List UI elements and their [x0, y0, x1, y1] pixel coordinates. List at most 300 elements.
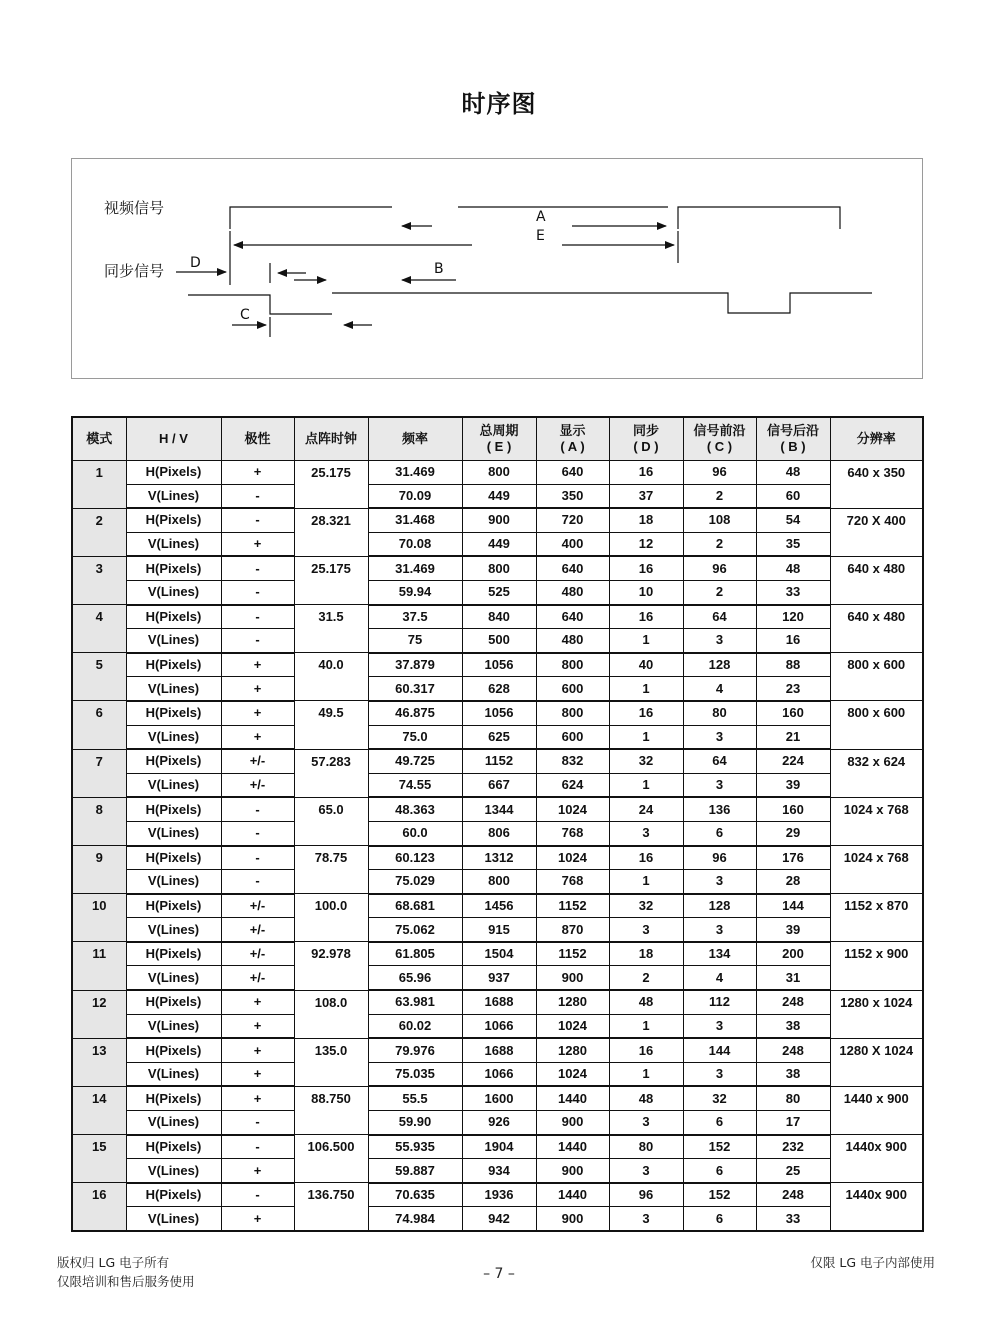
resolution-cell: 1024 x 768	[830, 797, 923, 845]
back-cell: 160	[756, 797, 830, 821]
polarity-cell: +	[221, 1086, 294, 1110]
freq-cell: 37.5	[368, 605, 462, 629]
total-cell: 800	[462, 870, 536, 894]
table-row-v	[72, 629, 923, 653]
total-cell: 449	[462, 484, 536, 508]
sync-cell: 1	[609, 1014, 683, 1038]
disp-cell: 480	[536, 580, 609, 604]
resolution-cell: 1280 X 1024	[830, 1038, 923, 1086]
column-header-label: 显示	[559, 423, 586, 438]
mode-cell: 16	[72, 1183, 126, 1231]
hv-label-cell: V(Lines)	[126, 1014, 221, 1038]
freq-cell: 37.879	[368, 653, 462, 677]
front-cell: 152	[683, 1135, 756, 1159]
table-row-h	[72, 461, 923, 485]
polarity-cell: +	[221, 1038, 294, 1062]
freq-cell: 75.035	[368, 1062, 462, 1086]
mode-cell: 14	[72, 1086, 126, 1134]
hv-label-cell: V(Lines)	[126, 1207, 221, 1231]
back-cell: 31	[756, 966, 830, 990]
back-cell: 39	[756, 918, 830, 942]
column-header	[126, 417, 221, 461]
front-cell: 2	[683, 484, 756, 508]
sync-cell: 2	[609, 966, 683, 990]
column-header-label: 点阵时钟	[304, 431, 357, 446]
hv-label-cell: H(Pixels)	[126, 1183, 221, 1207]
front-cell: 136	[683, 797, 756, 821]
table-header-row	[72, 417, 923, 461]
disp-cell: 600	[536, 677, 609, 701]
front-cell: 80	[683, 701, 756, 725]
sync-cell: 16	[609, 556, 683, 580]
table-row-h	[72, 846, 923, 870]
resolution-cell: 640 x 350	[830, 461, 923, 509]
resolution-cell: 1024 x 768	[830, 846, 923, 894]
disp-cell: 1024	[536, 797, 609, 821]
sync-cell: 24	[609, 797, 683, 821]
polarity-cell: +	[221, 990, 294, 1014]
polarity-cell: +/-	[221, 918, 294, 942]
dot-clock-cell: 92.978	[294, 942, 368, 990]
disp-cell: 720	[536, 508, 609, 532]
polarity-cell: +/-	[221, 773, 294, 797]
column-header	[830, 417, 923, 461]
sync-cell: 3	[609, 1111, 683, 1135]
disp-cell: 480	[536, 629, 609, 653]
polarity-cell: +	[221, 1207, 294, 1231]
freq-cell: 31.469	[368, 461, 462, 485]
total-cell: 1688	[462, 990, 536, 1014]
hv-label-cell: V(Lines)	[126, 821, 221, 845]
front-cell: 6	[683, 1111, 756, 1135]
sync-cell: 3	[609, 821, 683, 845]
hv-label-cell: H(Pixels)	[126, 1038, 221, 1062]
total-cell: 1504	[462, 942, 536, 966]
label-b: B	[434, 261, 444, 277]
disp-cell: 1440	[536, 1183, 609, 1207]
polarity-cell: +/-	[221, 894, 294, 918]
polarity-cell: -	[221, 508, 294, 532]
back-cell: 248	[756, 1038, 830, 1062]
column-header-label: 信号前沿	[693, 423, 746, 438]
table-row-h	[72, 797, 923, 821]
polarity-cell: -	[221, 484, 294, 508]
freq-cell: 60.02	[368, 1014, 462, 1038]
table-row-h	[72, 508, 923, 532]
polarity-cell: -	[221, 1183, 294, 1207]
total-cell: 1688	[462, 1038, 536, 1062]
freq-cell: 59.94	[368, 580, 462, 604]
total-cell: 1904	[462, 1135, 536, 1159]
label-c: C	[240, 307, 250, 323]
total-cell: 667	[462, 773, 536, 797]
sync-signal-line-2	[332, 293, 872, 313]
back-cell: 160	[756, 701, 830, 725]
disp-cell: 1152	[536, 942, 609, 966]
column-header-sublabel: ( A )	[560, 439, 585, 454]
sync-cell: 80	[609, 1135, 683, 1159]
back-cell: 88	[756, 653, 830, 677]
polarity-cell: -	[221, 821, 294, 845]
polarity-cell: +/-	[221, 966, 294, 990]
dot-clock-cell: 136.750	[294, 1183, 368, 1231]
sync-cell: 18	[609, 508, 683, 532]
back-cell: 232	[756, 1135, 830, 1159]
front-cell: 3	[683, 1062, 756, 1086]
sync-cell: 40	[609, 653, 683, 677]
polarity-cell: +/-	[221, 749, 294, 773]
hv-label-cell: H(Pixels)	[126, 556, 221, 580]
total-cell: 915	[462, 918, 536, 942]
freq-cell: 55.935	[368, 1135, 462, 1159]
front-cell: 3	[683, 1014, 756, 1038]
back-cell: 17	[756, 1111, 830, 1135]
disp-cell: 640	[536, 605, 609, 629]
hv-label-cell: H(Pixels)	[126, 1135, 221, 1159]
sync-cell: 12	[609, 532, 683, 556]
sync-cell: 48	[609, 990, 683, 1014]
sync-signal-line-1	[188, 295, 332, 314]
hv-label-cell: V(Lines)	[126, 1159, 221, 1183]
table-row-v	[72, 1159, 923, 1183]
column-header	[368, 417, 462, 461]
timing-diagram-svg	[72, 159, 922, 378]
freq-cell: 68.681	[368, 894, 462, 918]
front-cell: 2	[683, 580, 756, 604]
freq-cell: 59.90	[368, 1111, 462, 1135]
table-row-v	[72, 1062, 923, 1086]
table-row-v	[72, 532, 923, 556]
dot-clock-cell: 25.175	[294, 556, 368, 604]
table-row-v	[72, 1111, 923, 1135]
front-cell: 64	[683, 749, 756, 773]
sync-cell: 16	[609, 846, 683, 870]
sync-cell: 1	[609, 725, 683, 749]
sync-cell: 1	[609, 629, 683, 653]
mode-cell: 13	[72, 1038, 126, 1086]
front-cell: 3	[683, 725, 756, 749]
freq-cell: 65.96	[368, 966, 462, 990]
disp-cell: 832	[536, 749, 609, 773]
table-row-v	[72, 966, 923, 990]
hv-label-cell: H(Pixels)	[126, 701, 221, 725]
disp-cell: 350	[536, 484, 609, 508]
front-cell: 96	[683, 556, 756, 580]
front-cell: 96	[683, 461, 756, 485]
polarity-cell: +	[221, 725, 294, 749]
back-cell: 38	[756, 1014, 830, 1038]
resolution-cell: 1152 x 870	[830, 894, 923, 942]
dot-clock-cell: 57.283	[294, 749, 368, 797]
front-cell: 64	[683, 605, 756, 629]
total-cell: 525	[462, 580, 536, 604]
hv-label-cell: H(Pixels)	[126, 846, 221, 870]
table-row-v	[72, 484, 923, 508]
front-cell: 96	[683, 846, 756, 870]
front-cell: 152	[683, 1183, 756, 1207]
total-cell: 1056	[462, 653, 536, 677]
disp-cell: 900	[536, 1111, 609, 1135]
front-cell: 4	[683, 677, 756, 701]
hv-label-cell: H(Pixels)	[126, 894, 221, 918]
front-cell: 4	[683, 966, 756, 990]
mode-cell: 15	[72, 1135, 126, 1183]
back-cell: 54	[756, 508, 830, 532]
sync-cell: 16	[609, 701, 683, 725]
disp-cell: 640	[536, 556, 609, 580]
column-header-label: 频率	[401, 431, 428, 446]
column-header	[683, 417, 756, 461]
resolution-cell: 800 x 600	[830, 701, 923, 749]
sync-cell: 10	[609, 580, 683, 604]
hv-label-cell: V(Lines)	[126, 532, 221, 556]
disp-cell: 800	[536, 653, 609, 677]
label-a: A	[536, 209, 546, 225]
resolution-cell: 1440 x 900	[830, 1086, 923, 1134]
column-header-sublabel: ( D )	[633, 439, 659, 454]
sync-cell: 3	[609, 1207, 683, 1231]
freq-cell: 75.0	[368, 725, 462, 749]
back-cell: 16	[756, 629, 830, 653]
freq-cell: 70.08	[368, 532, 462, 556]
sync-cell: 16	[609, 461, 683, 485]
freq-cell: 75	[368, 629, 462, 653]
sync-signal-label: 同步信号	[104, 262, 165, 280]
dot-clock-cell: 108.0	[294, 990, 368, 1038]
column-header-label: 极性	[244, 431, 271, 446]
hv-label-cell: H(Pixels)	[126, 461, 221, 485]
freq-cell: 63.981	[368, 990, 462, 1014]
disp-cell: 1024	[536, 846, 609, 870]
dot-clock-cell: 100.0	[294, 894, 368, 942]
table-row-h	[72, 990, 923, 1014]
dot-clock-cell: 49.5	[294, 701, 368, 749]
hv-label-cell: H(Pixels)	[126, 942, 221, 966]
resolution-cell: 1152 x 900	[830, 942, 923, 990]
label-d: D	[190, 255, 201, 271]
dot-clock-cell: 88.750	[294, 1086, 368, 1134]
column-header	[72, 417, 126, 461]
sync-cell: 16	[609, 1038, 683, 1062]
column-header-label: 分辨率	[856, 431, 896, 446]
polarity-cell: -	[221, 629, 294, 653]
mode-cell: 8	[72, 797, 126, 845]
freq-cell: 60.0	[368, 821, 462, 845]
total-cell: 1344	[462, 797, 536, 821]
polarity-cell: +	[221, 532, 294, 556]
front-cell: 32	[683, 1086, 756, 1110]
video-signal-line-1	[230, 207, 392, 229]
disp-cell: 624	[536, 773, 609, 797]
hv-label-cell: H(Pixels)	[126, 797, 221, 821]
column-header	[756, 417, 830, 461]
front-cell: 134	[683, 942, 756, 966]
table-row-v	[72, 580, 923, 604]
hv-label-cell: V(Lines)	[126, 725, 221, 749]
column-header	[294, 417, 368, 461]
disp-cell: 1440	[536, 1135, 609, 1159]
table-row-h	[72, 942, 923, 966]
sync-cell: 32	[609, 894, 683, 918]
mode-cell: 2	[72, 508, 126, 556]
polarity-cell: -	[221, 556, 294, 580]
polarity-cell: -	[221, 580, 294, 604]
sync-cell: 1	[609, 870, 683, 894]
table-row-h	[72, 1038, 923, 1062]
front-cell: 3	[683, 918, 756, 942]
table-row-h	[72, 556, 923, 580]
column-header	[609, 417, 683, 461]
disp-cell: 800	[536, 701, 609, 725]
dot-clock-cell: 28.321	[294, 508, 368, 556]
freq-cell: 55.5	[368, 1086, 462, 1110]
front-cell: 6	[683, 1159, 756, 1183]
column-header	[462, 417, 536, 461]
hv-label-cell: V(Lines)	[126, 1062, 221, 1086]
total-cell: 806	[462, 821, 536, 845]
front-cell: 144	[683, 1038, 756, 1062]
resolution-cell: 1440x 900	[830, 1135, 923, 1183]
back-cell: 48	[756, 556, 830, 580]
total-cell: 942	[462, 1207, 536, 1231]
mode-cell: 12	[72, 990, 126, 1038]
hv-label-cell: V(Lines)	[126, 629, 221, 653]
mode-cell: 4	[72, 605, 126, 653]
freq-cell: 70.09	[368, 484, 462, 508]
disp-cell: 900	[536, 1159, 609, 1183]
freq-cell: 74.55	[368, 773, 462, 797]
dot-clock-cell: 31.5	[294, 605, 368, 653]
total-cell: 840	[462, 605, 536, 629]
back-cell: 28	[756, 870, 830, 894]
polarity-cell: -	[221, 1135, 294, 1159]
back-cell: 25	[756, 1159, 830, 1183]
disp-cell: 900	[536, 966, 609, 990]
table-row-h	[72, 1183, 923, 1207]
column-header-label: 总周期	[479, 423, 519, 438]
polarity-cell: +	[221, 461, 294, 485]
front-cell: 3	[683, 629, 756, 653]
footer-copyright-line1: 版权归 LG 电子所有	[57, 1255, 170, 1270]
disp-cell: 1280	[536, 1038, 609, 1062]
freq-cell: 75.029	[368, 870, 462, 894]
total-cell: 800	[462, 461, 536, 485]
back-cell: 224	[756, 749, 830, 773]
timing-table-wrap	[71, 416, 924, 1232]
disp-cell: 640	[536, 461, 609, 485]
back-cell: 80	[756, 1086, 830, 1110]
table-row-h	[72, 749, 923, 773]
total-cell: 628	[462, 677, 536, 701]
mode-cell: 10	[72, 894, 126, 942]
freq-cell: 31.469	[368, 556, 462, 580]
polarity-cell: -	[221, 1111, 294, 1135]
sync-cell: 16	[609, 605, 683, 629]
back-cell: 39	[756, 773, 830, 797]
back-cell: 176	[756, 846, 830, 870]
total-cell: 625	[462, 725, 536, 749]
page-number: – 7 –	[483, 1266, 515, 1282]
hv-label-cell: V(Lines)	[126, 773, 221, 797]
front-cell: 128	[683, 894, 756, 918]
timing-diagram	[71, 158, 923, 379]
mode-cell: 6	[72, 701, 126, 749]
mode-cell: 5	[72, 653, 126, 701]
polarity-cell: +	[221, 1062, 294, 1086]
hv-label-cell: H(Pixels)	[126, 508, 221, 532]
polarity-cell: -	[221, 605, 294, 629]
table-row-h	[72, 894, 923, 918]
polarity-cell: +	[221, 701, 294, 725]
column-header-label: H / V	[159, 431, 188, 446]
hv-label-cell: V(Lines)	[126, 580, 221, 604]
dot-clock-cell: 106.500	[294, 1135, 368, 1183]
total-cell: 926	[462, 1111, 536, 1135]
sync-cell: 96	[609, 1183, 683, 1207]
table-row-h	[72, 653, 923, 677]
back-cell: 120	[756, 605, 830, 629]
back-cell: 200	[756, 942, 830, 966]
freq-cell: 60.317	[368, 677, 462, 701]
page-title: 时序图	[461, 90, 537, 118]
timing-table	[71, 416, 924, 1232]
sync-cell: 1	[609, 773, 683, 797]
freq-cell: 60.123	[368, 846, 462, 870]
disp-cell: 768	[536, 870, 609, 894]
front-cell: 128	[683, 653, 756, 677]
table-row-h	[72, 701, 923, 725]
table-row-v	[72, 821, 923, 845]
total-cell: 1312	[462, 846, 536, 870]
sync-cell: 48	[609, 1086, 683, 1110]
freq-cell: 48.363	[368, 797, 462, 821]
table-body	[72, 461, 923, 1232]
polarity-cell: +	[221, 1014, 294, 1038]
table-row-h	[72, 605, 923, 629]
back-cell: 144	[756, 894, 830, 918]
dot-clock-cell: 78.75	[294, 846, 368, 894]
dot-clock-cell: 135.0	[294, 1038, 368, 1086]
column-header-label: 信号后沿	[766, 423, 819, 438]
total-cell: 1066	[462, 1062, 536, 1086]
total-cell: 1056	[462, 701, 536, 725]
freq-cell: 70.635	[368, 1183, 462, 1207]
polarity-cell: -	[221, 797, 294, 821]
polarity-cell: -	[221, 870, 294, 894]
total-cell: 937	[462, 966, 536, 990]
hv-label-cell: V(Lines)	[126, 484, 221, 508]
column-header-sublabel: ( E )	[486, 439, 512, 454]
disp-cell: 1440	[536, 1086, 609, 1110]
polarity-cell: -	[221, 846, 294, 870]
dot-clock-cell: 40.0	[294, 653, 368, 701]
hv-label-cell: H(Pixels)	[126, 1086, 221, 1110]
hv-label-cell: H(Pixels)	[126, 990, 221, 1014]
back-cell: 33	[756, 1207, 830, 1231]
back-cell: 248	[756, 1183, 830, 1207]
sync-cell: 3	[609, 1159, 683, 1183]
total-cell: 1936	[462, 1183, 536, 1207]
resolution-cell: 1280 x 1024	[830, 990, 923, 1038]
footer-internal-use: 仅限 LG 电子内部使用	[810, 1255, 935, 1270]
polarity-cell: +/-	[221, 942, 294, 966]
back-cell: 23	[756, 677, 830, 701]
front-cell: 6	[683, 821, 756, 845]
back-cell: 248	[756, 990, 830, 1014]
hv-label-cell: H(Pixels)	[126, 653, 221, 677]
hv-label-cell: V(Lines)	[126, 677, 221, 701]
front-cell: 3	[683, 773, 756, 797]
